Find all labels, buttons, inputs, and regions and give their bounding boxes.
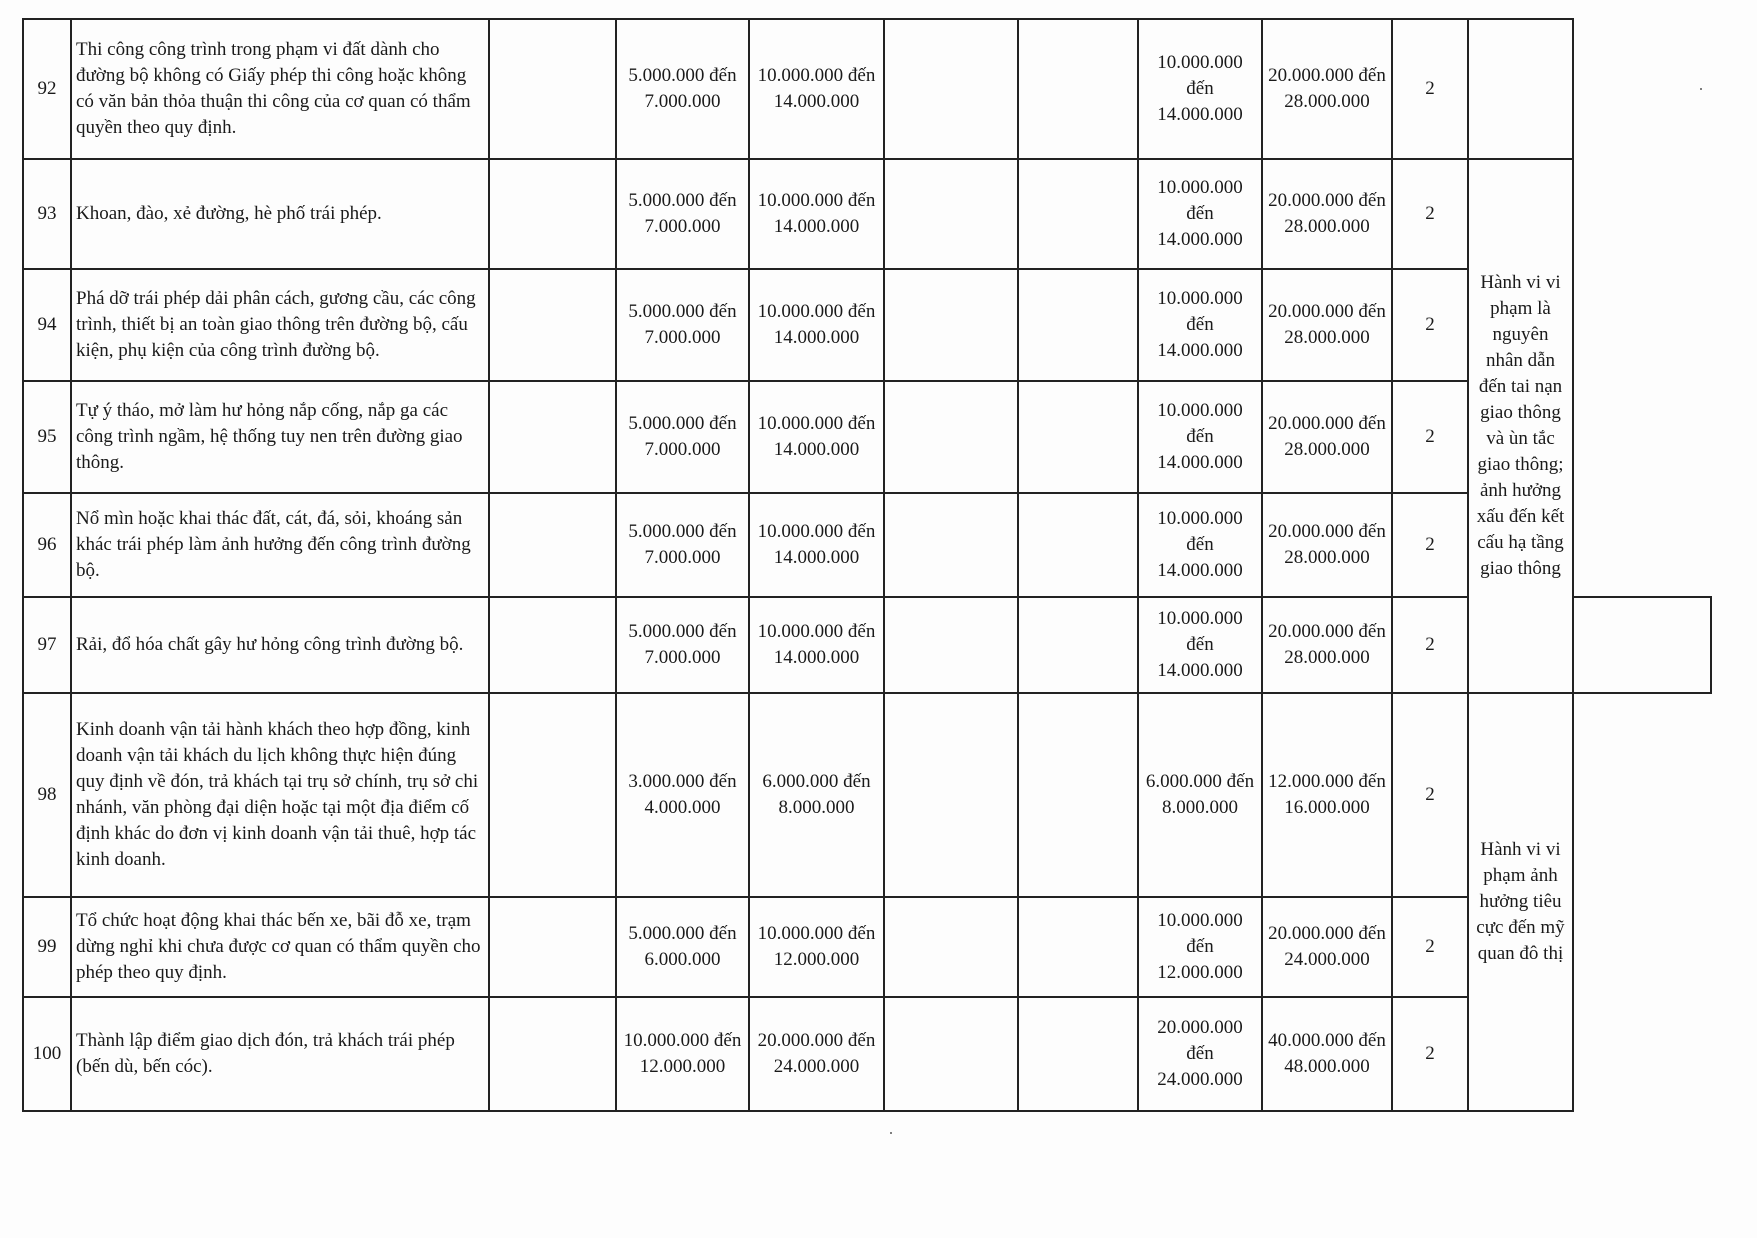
- fine-range-a: 5.000.000 đến 7.000.000: [616, 269, 749, 381]
- empty-cell: [884, 997, 1018, 1111]
- violation-description: Phá dỡ trái phép dải phân cách, gương cầu, các công trình, thiết bị an toàn giao thông trên đường bộ, cấu kiện, phụ kiện của công trình đường bộ.: [71, 269, 489, 381]
- multiplier: 2: [1392, 381, 1468, 493]
- empty-cell: [884, 897, 1018, 997]
- fine-range-d: 20.000.000 đến 28.000.000: [1262, 493, 1392, 597]
- empty-cell: [489, 897, 616, 997]
- empty-cell: [489, 493, 616, 597]
- empty-cell: [884, 269, 1018, 381]
- empty-cell: [489, 381, 616, 493]
- empty-cell: [884, 19, 1018, 159]
- penalty-table: [22, 18, 1712, 1112]
- empty-cell: [489, 159, 616, 269]
- scan-speck: [1700, 88, 1702, 90]
- empty-cell: [489, 19, 616, 159]
- empty-cell: [884, 159, 1018, 269]
- empty-cell: [1468, 19, 1573, 159]
- row-number: 93: [23, 159, 71, 269]
- fine-range-d: 20.000.000 đến 24.000.000: [1262, 897, 1392, 997]
- table-row: [23, 693, 1711, 897]
- fine-range-c: 6.000.000 đến 8.000.000: [1138, 693, 1262, 897]
- empty-cell: [489, 693, 616, 897]
- fine-range-c: 10.000.000 đến 14.000.000: [1138, 597, 1262, 693]
- fine-range-c: 20.000.000 đến 24.000.000: [1138, 997, 1262, 1111]
- fine-range-a: 5.000.000 đến 7.000.000: [616, 19, 749, 159]
- violation-description: Thi công công trình trong phạm vi đất dành cho đường bộ không có Giấy phép thi công hoặc không có văn bản thỏa thuận thi công của cơ quan có thẩm quyền theo quy định.: [71, 19, 489, 159]
- empty-cell: [1018, 19, 1138, 159]
- table-row: [23, 897, 1711, 997]
- scan-speck: [890, 1132, 892, 1134]
- fine-range-d: 20.000.000 đến 28.000.000: [1262, 381, 1392, 493]
- fine-range-d: 20.000.000 đến 28.000.000: [1262, 19, 1392, 159]
- fine-range-a: 3.000.000 đến 4.000.000: [616, 693, 749, 897]
- violation-description: Nổ mìn hoặc khai thác đất, cát, đá, sỏi, khoáng sản khác trái phép làm ảnh hưởng đến công trình đường bộ.: [71, 493, 489, 597]
- fine-range-a: 5.000.000 đến 7.000.000: [616, 381, 749, 493]
- row-number: 98: [23, 693, 71, 897]
- table-row: [23, 159, 1711, 269]
- table-row: [23, 997, 1711, 1111]
- fine-range-b: 10.000.000 đến 14.000.000: [749, 269, 884, 381]
- empty-cell: [1573, 597, 1711, 693]
- violation-description: Khoan, đào, xẻ đường, hè phố trái phép.: [71, 159, 489, 269]
- fine-range-d: 40.000.000 đến 48.000.000: [1262, 997, 1392, 1111]
- violation-description: Kinh doanh vận tải hành khách theo hợp đồng, kinh doanh vận tải khách du lịch không thực hiện đúng quy định về đón, trả khách tại trụ sở chính, trụ sở chi nhánh, văn phòng đại diện hoặc tại một địa điểm cố định khác do đơn vị kinh doanh vận tải thuê, hợp tác kinh doanh.: [71, 693, 489, 897]
- fine-range-a: 5.000.000 đến 7.000.000: [616, 159, 749, 269]
- row-number: 97: [23, 597, 71, 693]
- row-number: 100: [23, 997, 71, 1111]
- multiplier: 2: [1392, 159, 1468, 269]
- multiplier: 2: [1392, 693, 1468, 897]
- empty-cell: [1018, 493, 1138, 597]
- fine-range-b: 10.000.000 đến 14.000.000: [749, 381, 884, 493]
- violation-description: Tổ chức hoạt động khai thác bến xe, bãi đỗ xe, trạm dừng nghỉ khi chưa được cơ quan có thẩm quyền cho phép theo quy định.: [71, 897, 489, 997]
- row-number: 99: [23, 897, 71, 997]
- multiplier: 2: [1392, 19, 1468, 159]
- row-number: 94: [23, 269, 71, 381]
- empty-cell: [884, 381, 1018, 493]
- fine-range-b: 10.000.000 đến 12.000.000: [749, 897, 884, 997]
- fine-range-d: 20.000.000 đến 28.000.000: [1262, 597, 1392, 693]
- fine-range-b: 20.000.000 đến 24.000.000: [749, 997, 884, 1111]
- table-row: [23, 597, 1711, 693]
- empty-cell: [489, 597, 616, 693]
- penalty-table-page: [22, 18, 1712, 1112]
- empty-cell: [884, 693, 1018, 897]
- multiplier: 2: [1392, 997, 1468, 1111]
- multiplier: 2: [1392, 597, 1468, 693]
- fine-range-d: 20.000.000 đến 28.000.000: [1262, 269, 1392, 381]
- empty-cell: [1018, 597, 1138, 693]
- fine-range-c: 10.000.000 đến 14.000.000: [1138, 269, 1262, 381]
- fine-range-a: 10.000.000 đến 12.000.000: [616, 997, 749, 1111]
- row-number: 96: [23, 493, 71, 597]
- fine-range-b: 10.000.000 đến 14.000.000: [749, 19, 884, 159]
- fine-range-c: 10.000.000 đến 14.000.000: [1138, 159, 1262, 269]
- table-row: [23, 19, 1711, 159]
- fine-range-c: 10.000.000 đến 14.000.000: [1138, 19, 1262, 159]
- violation-description: Rải, đổ hóa chất gây hư hỏng công trình đường bộ.: [71, 597, 489, 693]
- fine-range-b: 10.000.000 đến 14.000.000: [749, 493, 884, 597]
- table-row: [23, 493, 1711, 597]
- violation-description: Thành lập điểm giao dịch đón, trả khách trái phép (bến dù, bến cóc).: [71, 997, 489, 1111]
- empty-cell: [884, 597, 1018, 693]
- fine-range-b: 10.000.000 đến 14.000.000: [749, 159, 884, 269]
- empty-cell: [1018, 159, 1138, 269]
- empty-cell: [1018, 381, 1138, 493]
- multiplier: 2: [1392, 269, 1468, 381]
- violation-description: Tự ý tháo, mở làm hư hỏng nắp cống, nắp ga các công trình ngầm, hệ thống tuy nen trên đường giao thông.: [71, 381, 489, 493]
- row-number: 92: [23, 19, 71, 159]
- fine-range-d: 20.000.000 đến 28.000.000: [1262, 159, 1392, 269]
- row-number: 95: [23, 381, 71, 493]
- fine-range-a: 5.000.000 đến 7.000.000: [616, 493, 749, 597]
- fine-range-d: 12.000.000 đến 16.000.000: [1262, 693, 1392, 897]
- empty-cell: [1018, 693, 1138, 897]
- fine-range-a: 5.000.000 đến 7.000.000: [616, 597, 749, 693]
- violation-group-note: Hành vi vi phạm là nguyên nhân dẫn đến tai nạn giao thông và ùn tắc giao thông; ảnh hưởng xấu đến kết cấu hạ tầng giao thông: [1468, 159, 1573, 693]
- empty-cell: [1018, 997, 1138, 1111]
- empty-cell: [489, 997, 616, 1111]
- fine-range-b: 6.000.000 đến 8.000.000: [749, 693, 884, 897]
- fine-range-c: 10.000.000 đến 14.000.000: [1138, 493, 1262, 597]
- violation-group-note: Hành vi vi phạm ảnh hưởng tiêu cực đến mỹ quan đô thị: [1468, 693, 1573, 1111]
- multiplier: 2: [1392, 897, 1468, 997]
- empty-cell: [884, 493, 1018, 597]
- multiplier: 2: [1392, 493, 1468, 597]
- empty-cell: [1018, 897, 1138, 997]
- fine-range-a: 5.000.000 đến 6.000.000: [616, 897, 749, 997]
- table-row: [23, 381, 1711, 493]
- table-row: [23, 269, 1711, 381]
- empty-cell: [1018, 269, 1138, 381]
- fine-range-c: 10.000.000 đến 14.000.000: [1138, 381, 1262, 493]
- empty-cell: [489, 269, 616, 381]
- fine-range-c: 10.000.000 đến 12.000.000: [1138, 897, 1262, 997]
- fine-range-b: 10.000.000 đến 14.000.000: [749, 597, 884, 693]
